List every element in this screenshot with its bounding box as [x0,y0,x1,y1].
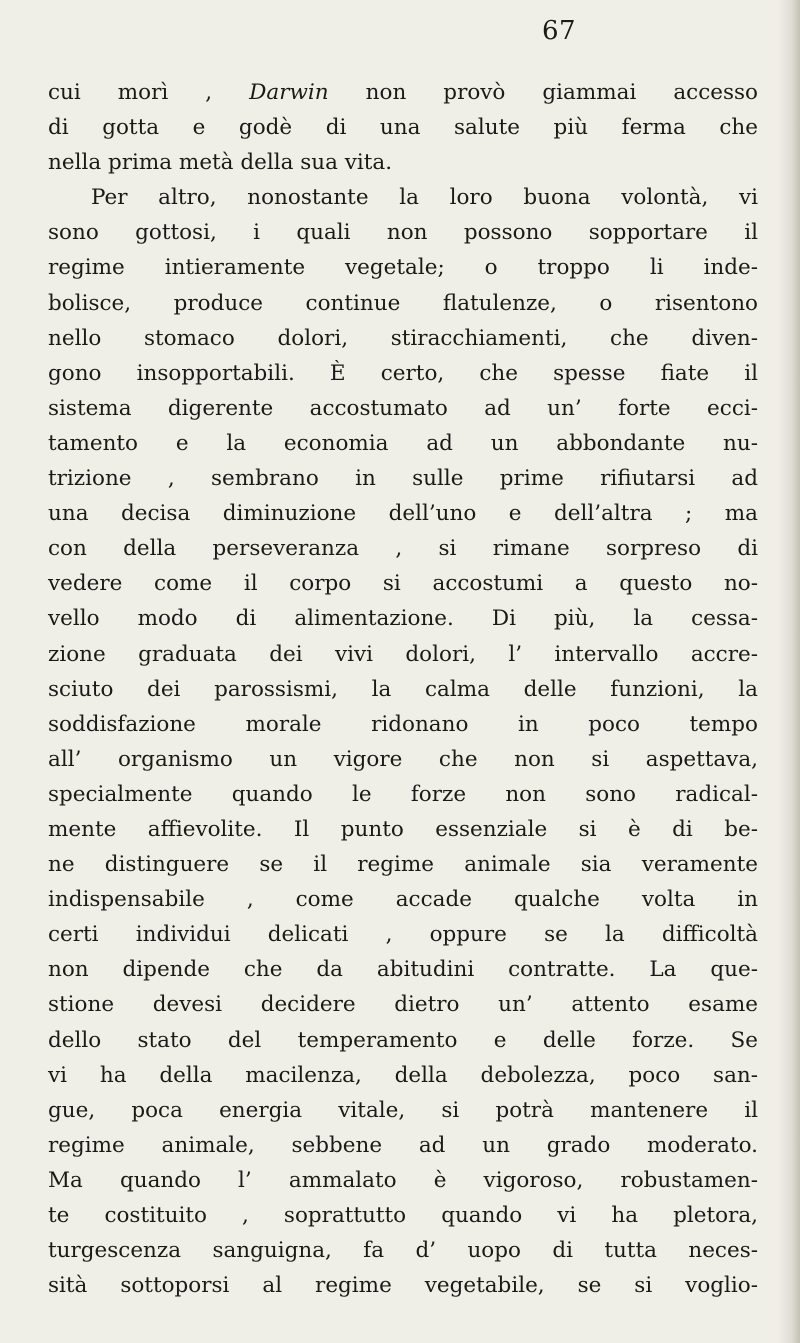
text-line: cui morì , Darwin non provò giammai accesso [48,80,758,105]
text-line: bolisce, produce continue flatulenze, o risentono [48,290,758,316]
text-line: soddisfazione morale ridonano in poco tempo [48,711,758,737]
text-line: non dipende che da abitudini contratte. La que- [48,957,758,983]
body-text [48,75,758,1303]
text-line: sono gottosi, i quali non possono sopportare il [48,220,758,246]
text-line: vello modo di alimentazione. Di più, la cessa- [48,606,758,632]
text-line: Per altro, nonostante la loro buona volontà, vi [91,185,758,211]
text-line: stione devesi decidere dietro un’ attento esame [48,992,758,1018]
text-line: con della perseveranza , si rimane sorpreso di [48,536,758,562]
text-line: gue, poca energia vitale, si potrà mantenere il [48,1097,758,1123]
text-line: vi ha della macilenza, della debolezza, poco san- [48,1062,758,1088]
text-line: Ma quando l’ ammalato è vigoroso, robustamen- [48,1167,758,1193]
text-line: nello stomaco dolori, stiracchiamenti, che diven- [48,325,758,351]
page-edge-shadow [778,0,800,1343]
text-line: certi individui delicati , oppure se la difficoltà [48,922,758,948]
text-line: trizione , sembrano in sulle prime rifiutarsi ad [48,466,758,492]
text-line: turgescenza sanguigna, fa d’ uopo di tutta neces- [48,1238,758,1264]
text-line: regime animale, sebbene ad un grado moderato. [48,1132,758,1158]
text-line: sità sottoporsi al regime vegetabile, se si voglio- [48,1273,758,1299]
text-line: una decisa diminuzione dell’uno e dell’altra ; ma [48,501,758,527]
text-line: sciuto dei parossismi, la calma delle funzioni, la [48,676,758,702]
text-line: specialmente quando le forze non sono radical- [48,781,758,807]
text-line: nella prima metà della sua vita. [48,150,393,176]
text-line: ne distinguere se il regime animale sia veramente [48,852,758,878]
text-line: tamento e la economia ad un abbondante nu- [48,430,758,456]
text-line: mente affievolite. Il punto essenziale si è di be- [48,816,758,842]
text-line: regime intieramente vegetale; o troppo li inde- [48,255,758,281]
text-line: vedere come il corpo si accostumi a questo no- [48,571,758,597]
text-line: zione graduata dei vivi dolori, l’ intervallo accre- [48,641,758,667]
text-line: all’ organismo un vigore che non si aspettava, [48,746,758,772]
page-number: 67 [542,16,577,46]
italic-name: Darwin [249,80,329,105]
text-line: te costituito , soprattutto quando vi ha pletora, [48,1203,758,1228]
text-line: dello stato del temperamento e delle forze. Se [48,1027,758,1053]
text-line: indispensabile , come accade qualche volta in [48,887,758,913]
text-line: gono insopportabili. È certo, che spesse fiate il [48,360,758,386]
text-line: sistema digerente accostumato ad un’ forte ecci- [48,395,758,421]
text-line: di gotta e godè di una salute più ferma che [48,115,758,141]
